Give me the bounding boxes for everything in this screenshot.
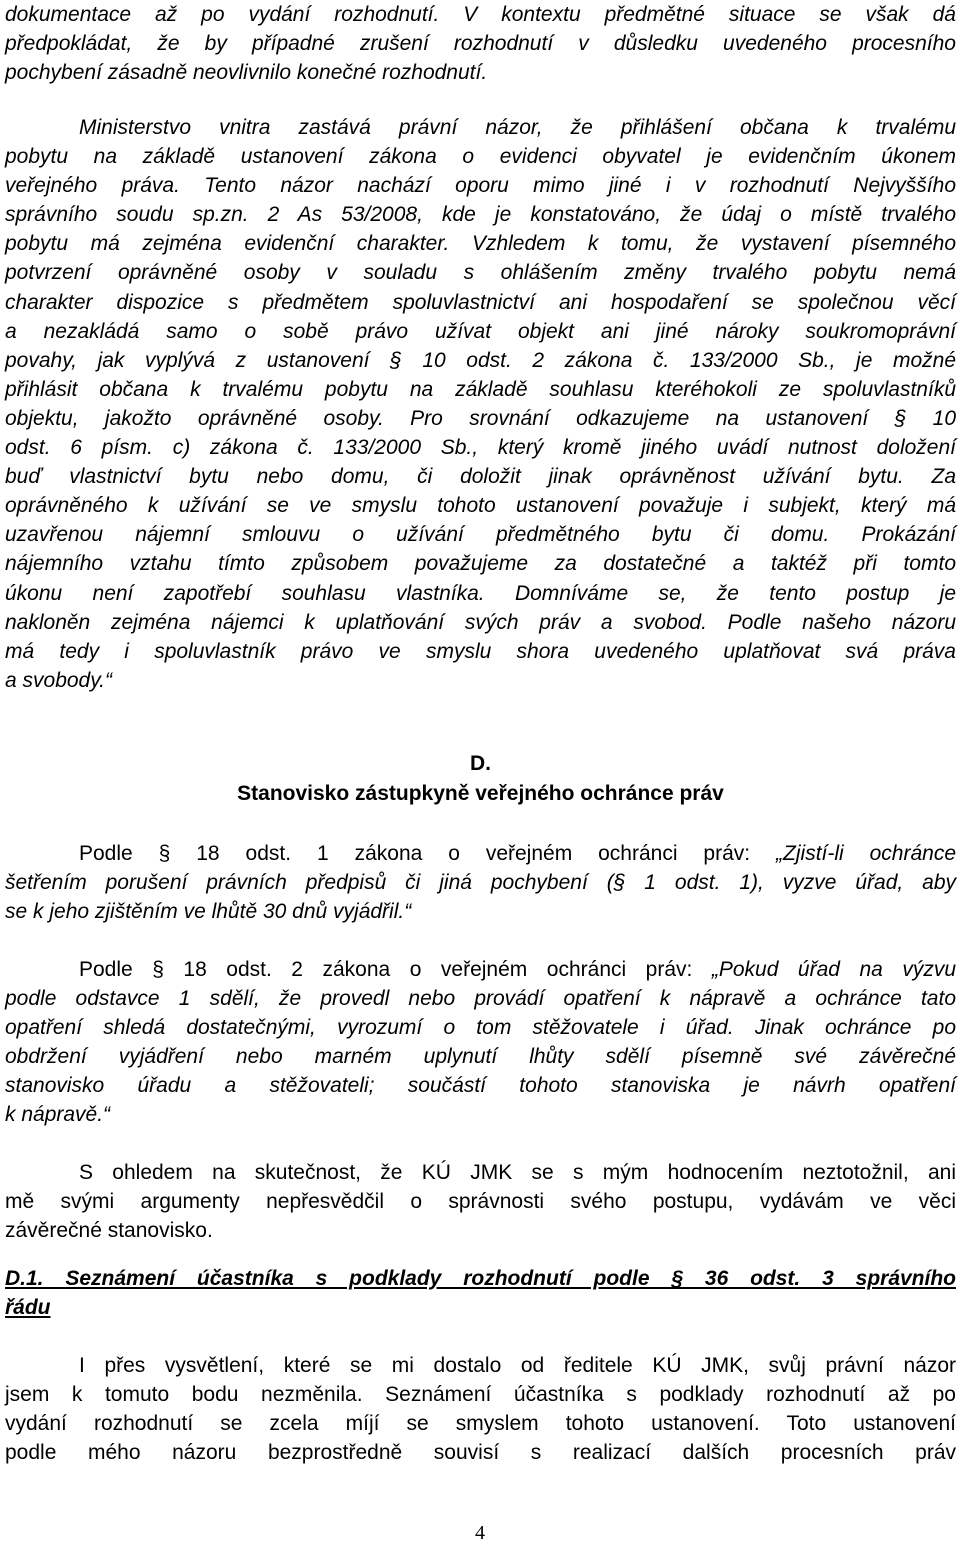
text-line: správního soudu sp.zn. 2 As 53/2008, kde je konstatováno, že údaj o místě trvalého	[5, 203, 956, 227]
paragraph-law-18-2	[5, 955, 956, 1130]
text-line: objektu, jakožto oprávněné osoby. Pro srovnání odkazujeme na ustanovení § 10	[5, 406, 956, 430]
text-line: obdržení vyjádření nebo marném uplynutí lhůty sdělí písemně své závěrečné	[5, 1045, 956, 1069]
text-line: k nápravě.“	[5, 1103, 111, 1127]
section-letter: D.	[470, 752, 491, 775]
text-line: má tedy i spoluvlastník právo ve smyslu shora uvedeného uplatňovat svá práva	[5, 639, 956, 663]
text-line: podle mého názoru bezprostředně souvisí s realizací dalších procesních práv	[5, 1441, 956, 1465]
text-line-roman: Podle § 18 odst. 1 zákona o veřejném ochránci práv:	[79, 842, 777, 865]
text-line: nakloněn zejména nájemci k uplatňování svých práv a svobod. Podle našeho názoru	[5, 610, 956, 634]
text-line: se k jeho zjištěním ve lhůtě 30 dnů vyjádřil.“	[5, 900, 412, 924]
text-line: vydání rozhodnutí se zcela míjí se smyslem tohoto ustanovení. Toto ustanovení	[5, 1412, 956, 1436]
text-line: S ohledem na skutečnost, že KÚ JMK se s mým hodnocením neztotožnil, ani	[79, 1161, 956, 1184]
text-line: a svobody.“	[5, 668, 112, 692]
text-line: opatření shledá dostatečnými, vyrozumí o tom stěžovatele i úřad. Jinak ochránce po	[5, 1016, 956, 1040]
text-line: oprávněného k užívání se ve smyslu tohoto ustanovení považuje i subjekt, který má	[5, 494, 956, 518]
text-line: šetřením porušení právních předpisů či jiná pochybení (§ 1 odst. 1), vyzve úřad, aby	[5, 871, 956, 895]
text-line: I přes vysvětlení, které se mi dostalo od ředitele KÚ JMK, svůj právní názor	[79, 1354, 956, 1377]
text-line	[5, 955, 956, 984]
section-title: Stanovisko zástupkyně veřejného ochránce práv	[237, 782, 724, 805]
paragraph-intro	[5, 0, 956, 87]
text-line: veřejného práva. Tento názor nachází oporu mimo jiné i v rozhodnutí Nejvyššího	[5, 174, 956, 198]
text-line: mě svými argumenty nepřesvědčil o správnosti svého postupu, vydávám ve věci	[5, 1190, 956, 1214]
paragraph-final-statement	[5, 1158, 956, 1245]
text-line-quote: „Zjistí-li ochránce	[776, 842, 957, 865]
subsection-heading-d1	[5, 1264, 956, 1322]
text-line: povahy, jak vyplývá z ustanovení § 10 odst. 2 zákona č. 133/2000 Sb., je možné	[5, 348, 956, 372]
text-line: uzavřenou nájemní smlouvu o užívání předmětného bytu či domu. Prokázání	[5, 523, 956, 547]
text-line	[5, 839, 956, 868]
text-line-roman: Podle § 18 odst. 2 zákona o veřejném ochránci práv:	[79, 958, 712, 981]
paragraph-law-18-1	[5, 839, 956, 926]
text-line: stanovisko úřadu a stěžovateli; součástí tohoto stanoviska je návrh opatření	[5, 1074, 956, 1098]
text-line: pobytu na základě ustanovení zákona o evidenci obyvatel je evidenčním úkonem	[5, 145, 956, 169]
text-line: úkonu není zapotřebí souhlasu vlastníka. Domníváme se, že tento postup je	[5, 581, 956, 605]
text-line: potvrzení oprávněné osoby v souladu s ohlášením změny trvalého pobytu nemá	[5, 261, 956, 285]
text-line: nájemního vztahu tímto způsobem považujeme za dostatečné a taktéž při tomto	[5, 552, 956, 576]
text-line: jsem k tomuto bodu nezměnila. Seznámení účastníka s podklady rozhodnutí až po	[5, 1383, 956, 1407]
paragraph-ministry-opinion	[5, 113, 956, 695]
text-line: D.1. Seznámení účastníka s podklady rozhodnutí podle § 36 odst. 3 správního	[5, 1267, 956, 1290]
page-number: 4	[475, 1522, 485, 1544]
text-line: řádu	[5, 1296, 51, 1320]
text-line: závěrečné stanovisko.	[5, 1219, 213, 1243]
text-line-quote: „Pokud úřad na výzvu	[711, 958, 957, 981]
text-line: pochybení zásadně neovlivnilo konečné rozhodnutí.	[5, 61, 488, 85]
text-line: buď vlastnictví bytu nebo domu, či doložit jinak oprávněnost užívání bytu. Za	[5, 465, 956, 489]
text-line: přihlásit občana k trvalému pobytu na základě souhlasu kteréhokoli ze spoluvlastníků	[5, 377, 956, 401]
text-line: odst. 6 písm. c) zákona č. 133/2000 Sb., který kromě jiného uvádí nutnost doložení	[5, 436, 956, 460]
text-line: dokumentace až po vydání rozhodnutí. V kontextu předmětné situace se však dá	[5, 3, 956, 26]
text-line: pobytu má zejména evidenční charakter. Vzhledem k tomu, že vystavení písemného	[5, 232, 956, 256]
text-line: podle odstavce 1 sdělí, že provedl nebo provádí opatření k nápravě a ochránce tato	[5, 987, 956, 1011]
text-line-content	[79, 842, 956, 865]
paragraph-d1-body	[5, 1351, 956, 1467]
text-line: a nezakládá samo o sobě právo užívat objekt ani jiné nároky soukromoprávní	[5, 319, 956, 343]
text-line: Ministerstvo vnitra zastává právní názor, že přihlášení občana k trvalému	[79, 116, 956, 139]
text-line: předpokládat, že by případné zrušení rozhodnutí v důsledku uvedeného procesního	[5, 32, 956, 56]
text-line: charakter dispozice s předmětem spoluvlastnictví ani hospodaření se společnou věcí	[5, 290, 956, 314]
